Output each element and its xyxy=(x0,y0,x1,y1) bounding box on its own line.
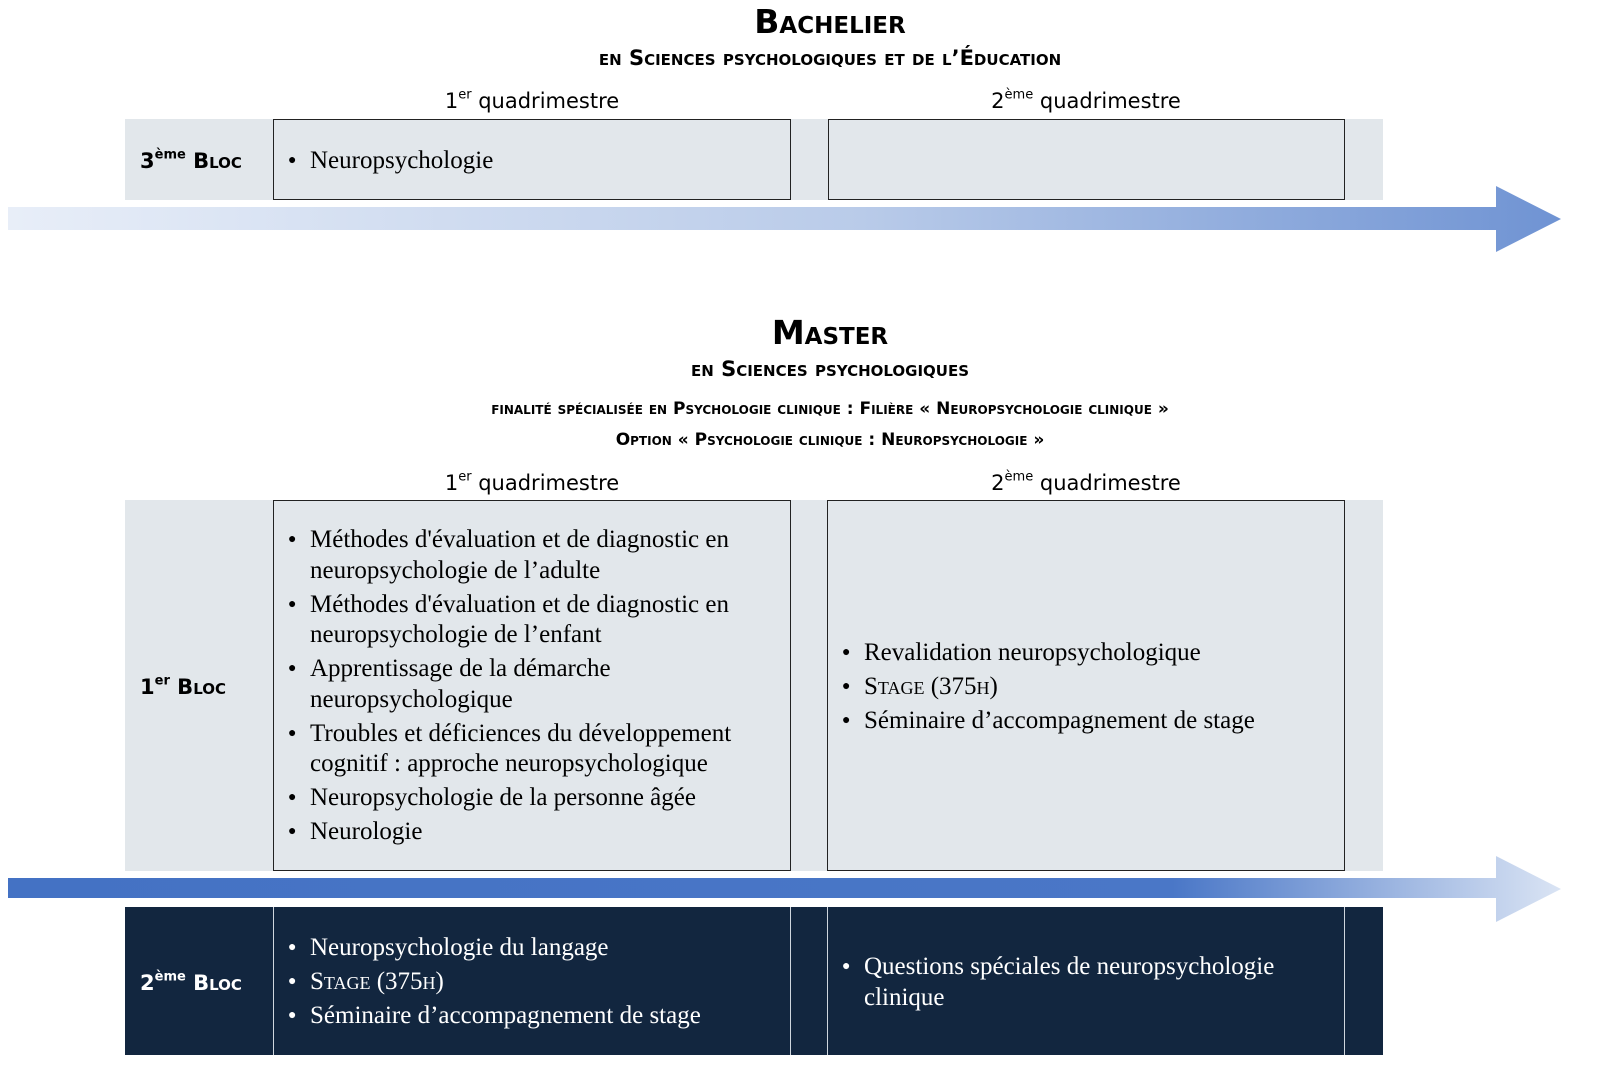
bachelier-subtitle: en Sciences psychologiques et de l’Éducation xyxy=(598,46,1062,70)
bloc3-label: 3ème Bloc xyxy=(140,147,242,173)
list-item: ● Neurologie xyxy=(274,817,754,848)
bloc3-q1-list xyxy=(274,146,790,177)
list-item: ● Stage (375h) xyxy=(274,967,790,998)
list-item: ● Neuropsychologie de la personne âgée xyxy=(274,783,754,814)
bloc2-q2-list xyxy=(828,952,1298,1013)
bloc1-q1-box xyxy=(273,500,791,871)
bloc2-q2-box xyxy=(827,907,1345,1055)
bloc2-q1-box xyxy=(273,907,791,1055)
list-item: ● Questions spéciales de neuropsychologie clinique xyxy=(828,952,1298,1013)
list-item: ● Neuropsychologie xyxy=(274,146,790,177)
list-item: ● Apprentissage de la démarche neuropsychologique xyxy=(274,654,754,715)
list-item: ● Méthodes d'évaluation et de diagnostic en neuropsychologie de l’adulte xyxy=(274,525,754,586)
bloc1-q2-list xyxy=(828,638,1318,737)
bloc1-q2-box xyxy=(827,500,1345,871)
list-item: ● Stage (375h) xyxy=(828,672,1318,703)
master-subtitle: en Sciences psychologiques xyxy=(690,357,970,381)
list-item: ● Méthodes d'évaluation et de diagnostic en neuropsychologie de l’enfant xyxy=(274,590,754,651)
bachelier-quad2-header: 2ème quadrimestre xyxy=(991,87,1181,113)
bloc2-q1-list xyxy=(274,933,790,1032)
master-quad1-header: 1er quadrimestre xyxy=(444,469,620,495)
list-item: ● Troubles et déficiences du développement cognitif : approche neuropsychologique xyxy=(274,719,754,780)
bachelier-title: Bachelier xyxy=(754,2,906,41)
list-item: ● Séminaire d’accompagnement de stage xyxy=(828,706,1318,737)
bloc1-q1-list xyxy=(274,525,754,848)
master-title: Master xyxy=(771,313,889,352)
list-item: ● Revalidation neuropsychologique xyxy=(828,638,1318,669)
bachelier-quad1-header: 1er quadrimestre xyxy=(444,87,620,113)
list-item: ● Neuropsychologie du langage xyxy=(274,933,790,964)
master-option: Option « Psychologie clinique : Neuropsychologie » xyxy=(615,430,1045,450)
arrow-right-icon xyxy=(8,186,1561,252)
bloc2-label: 2ème Bloc xyxy=(140,969,242,995)
master-quad2-header: 2ème quadrimestre xyxy=(991,469,1181,495)
bloc1-label: 1er Bloc xyxy=(140,673,226,699)
master-finalite: finalité spécialisée en Psychologie clinique : Filière « Neuropsychologie clinique » xyxy=(491,399,1169,419)
list-item: ● Séminaire d’accompagnement de stage xyxy=(274,1001,790,1032)
